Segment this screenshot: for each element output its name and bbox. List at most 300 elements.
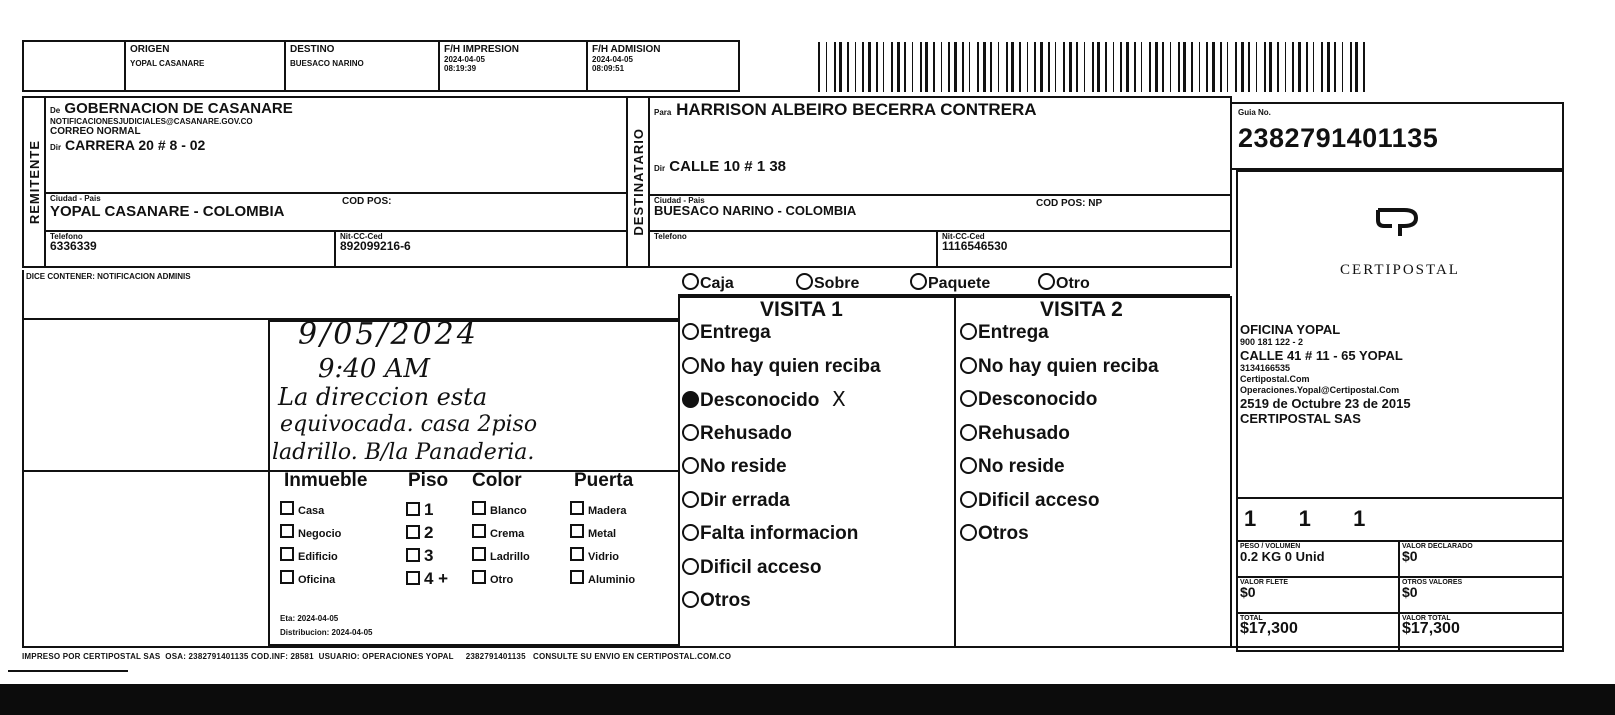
visita-option[interactable] [960, 517, 1230, 551]
checklist-option[interactable] [406, 544, 448, 567]
oficina-line: 3134166535 [1240, 363, 1291, 373]
form-bottom-border [22, 646, 1564, 648]
barcode-bar [1313, 42, 1314, 92]
admision-time: 08:09:51 [592, 64, 625, 73]
admision-cell [586, 40, 740, 92]
left-outer-line [22, 320, 24, 646]
impresion-date: 2024-04-05 [444, 55, 485, 64]
oficina-line: 900 181 122 - 2 [1240, 337, 1304, 347]
piso-list [406, 498, 448, 590]
certipostal-logo [1370, 200, 1430, 240]
barcode-bar [1220, 42, 1222, 92]
scan-edge-bar [0, 684, 1615, 715]
handwritten-x-mark: X [819, 387, 846, 411]
destinatario-block [626, 96, 1232, 268]
destinatario-address: CALLE 10 # 1 38 [669, 158, 787, 175]
visita-option-label: Dificil acceso [978, 489, 1100, 511]
checkbox-icon [570, 524, 584, 538]
visita-option-label: No hay quien reciba [700, 355, 881, 377]
flete-value: $0 [1240, 584, 1256, 600]
sobre-radio-icon [796, 273, 813, 290]
visita-option[interactable] [682, 551, 954, 585]
checklist-option-label: Casa [298, 505, 325, 517]
visita-option[interactable] [682, 316, 954, 350]
counters-divider [1236, 497, 1564, 499]
destino-label: DESTINO [290, 44, 335, 55]
total1-label: TOTAL [1240, 615, 1263, 622]
checkbox-icon [406, 502, 420, 516]
barcode-bar [1363, 42, 1365, 92]
remitente-tel-cell [50, 232, 97, 252]
destinatario-city-label: Ciudad - Pais [654, 196, 705, 205]
barcode-bar [1069, 42, 1072, 92]
radio-icon [960, 390, 977, 407]
cost-valor [1402, 542, 1473, 562]
barcode-bar [1355, 42, 1358, 92]
barcode-bar [839, 42, 842, 92]
checklist-option-label: 4 + [424, 569, 449, 588]
tipo-caja-label: Caja [700, 275, 734, 292]
barcode [818, 42, 1370, 92]
barcode-bar [868, 42, 871, 92]
destinatario-tel-label: Telefono [654, 232, 687, 241]
guia-label: Guia No. [1238, 108, 1271, 117]
checkbox-icon [570, 547, 584, 561]
destinatario-dir-prefix: Dir [654, 164, 666, 173]
barcode-bar [834, 42, 836, 92]
counters: 1 1 1 [1244, 506, 1372, 531]
barcode-bar [1155, 42, 1158, 92]
visita2-options [960, 316, 1230, 551]
barcode-bar [1342, 42, 1343, 92]
impresion-cell [438, 40, 588, 92]
destinatario-side-label: DESTINATARIO [630, 128, 646, 236]
visita-option[interactable] [682, 417, 954, 451]
barcode-bar [1019, 42, 1021, 92]
footer-stroke [8, 670, 128, 672]
barcode-bar [962, 42, 964, 92]
remitente-city-label: Ciudad - Pais [50, 194, 101, 203]
barcode-bar [1227, 42, 1228, 92]
remitente-tel-divider [334, 230, 336, 268]
barcode-bar [948, 42, 950, 92]
visita-option[interactable] [682, 484, 954, 518]
barcode-bar [1040, 42, 1043, 92]
visita-option-label: Desconocido [978, 389, 1098, 410]
remitente-top [50, 100, 620, 153]
checklist-option[interactable] [406, 498, 448, 521]
checklist-option-label: Negocio [298, 528, 342, 540]
admision-label: F/H ADMISION [592, 44, 661, 55]
oficina-line: 2519 de Octubre 23 de 2015 [1240, 396, 1411, 411]
destinatario-name-row [654, 100, 1037, 120]
visita-option-label: Entrega [700, 322, 771, 343]
oficina-line: OFICINA YOPAL [1240, 322, 1341, 337]
tipo-sobre-label: Sobre [814, 275, 860, 292]
barcode-bar [1206, 42, 1208, 92]
radio-icon [682, 424, 699, 441]
checklist-option[interactable] [570, 523, 635, 546]
barcode-bar [1327, 42, 1330, 92]
barcode-bar [1034, 42, 1036, 92]
barcode-bar [1321, 42, 1323, 92]
barcode-bar [1170, 42, 1171, 92]
checklist-option-label: Otro [490, 574, 514, 586]
barcode-bar [1092, 42, 1094, 92]
checklist-option-label: 2 [424, 523, 434, 542]
barcode-bar [1006, 42, 1008, 92]
hw-time: 9:40 AM [318, 354, 431, 384]
destinatario-address-row [654, 158, 786, 175]
radio-icon [682, 524, 699, 541]
barcode-bar [1055, 42, 1056, 92]
checkbox-icon [280, 547, 294, 561]
barcode-bar [1097, 42, 1100, 92]
checkbox-icon [472, 524, 486, 538]
barcode-bar [1084, 42, 1085, 92]
remitente-service: CORREO NORMAL [50, 126, 141, 137]
checklist-option[interactable] [406, 521, 448, 544]
radio-icon [682, 457, 699, 474]
radio-icon [960, 457, 977, 474]
radio-icon [960, 323, 977, 340]
checkbox-icon [472, 570, 486, 584]
barcode-bar [876, 42, 878, 92]
barcode-bar [1277, 42, 1279, 92]
guia-number: 2382791401135 [1238, 123, 1439, 153]
tipo-caja[interactable] [682, 273, 734, 293]
barcode-bar [920, 42, 922, 92]
remitente-de-prefix: De [50, 106, 61, 115]
remitente-side [24, 98, 46, 266]
radio-icon [960, 491, 977, 508]
cost-peso [1240, 542, 1325, 562]
paquete-radio-icon [910, 273, 927, 290]
barcode-bar [933, 42, 935, 92]
visita1-title: VISITA 1 [760, 298, 843, 321]
visita-option[interactable] [960, 417, 1230, 451]
barcode-bar [1292, 42, 1294, 92]
destinatario-city-cell [654, 196, 856, 216]
barcode-bar [925, 42, 928, 92]
checklist-option-label: Metal [588, 528, 617, 540]
destinatario-tel-row [650, 230, 1232, 232]
barcode-bar [983, 42, 986, 92]
barcode-bar [1141, 42, 1142, 92]
valor-label: VALOR DECLARADO [1402, 543, 1473, 550]
radio-icon [960, 424, 977, 441]
guia-cell [1230, 102, 1564, 170]
puerta-title: Puerta [574, 470, 634, 491]
radio-icon [682, 357, 699, 374]
cost-otros [1402, 578, 1462, 598]
visita-option-label: No reside [978, 456, 1065, 477]
barcode-bar [1269, 42, 1272, 92]
tipo-paquete-label: Paquete [928, 275, 991, 292]
origen-cell [124, 40, 286, 92]
visita-option-label: Dir errada [700, 489, 790, 511]
barcode-bar [1199, 42, 1200, 92]
visita-option-label: Otros [700, 590, 751, 611]
checklist-option-label: Ladrillo [490, 551, 530, 563]
barcode-bar [1063, 42, 1065, 92]
barcode-bar [1113, 42, 1114, 92]
visita-option-label: Desconocido [700, 390, 820, 411]
oficina-line: CERTIPOSTAL SAS [1240, 411, 1361, 426]
puerta-list [570, 500, 635, 592]
visita-option-label: Entrega [978, 322, 1049, 343]
checklist-option-label: Aluminio [588, 574, 636, 586]
barcode-bar [1134, 42, 1136, 92]
caja-radio-icon [682, 273, 699, 290]
destinatario-nit: 1116546530 [942, 239, 1008, 253]
visita1-options [682, 316, 954, 618]
checklist-option-label: Oficina [298, 574, 336, 586]
otros-label: OTROS VALORES [1402, 579, 1463, 586]
oficina-line: CALLE 41 # 11 - 65 YOPAL [1240, 348, 1403, 363]
barcode-bar [862, 42, 864, 92]
checklist-option[interactable] [280, 523, 341, 546]
remitente-nit-cell [340, 232, 411, 252]
barcode-bar [1191, 42, 1193, 92]
destinatario-side [628, 98, 650, 266]
hw-date: 9/05/2024 [298, 317, 479, 352]
checkbox-icon [570, 501, 584, 515]
visita-option[interactable] [960, 383, 1230, 417]
radio-icon [960, 524, 977, 541]
checkbox-icon [406, 525, 420, 539]
checklist-option-label: Madera [588, 505, 627, 517]
visita-option[interactable] [682, 383, 954, 417]
visita-option[interactable] [682, 517, 954, 551]
impresion-time: 08:19:39 [444, 64, 477, 73]
visita-option-label: Rehusado [700, 422, 792, 444]
destinatario-city: BUESACO NARINO - COLOMBIA [654, 203, 857, 218]
tipo-otro[interactable] [1038, 273, 1090, 293]
radio-icon [682, 491, 699, 508]
remitente-side-label: REMITENTE [26, 139, 42, 225]
dice-contener: DICE CONTENER: NOTIFICACION ADMINIS [26, 272, 191, 281]
remitente-email: NOTIFICACIONESJUDICIALES@CASANARE.GOV.CO [50, 117, 253, 126]
barcode-bar [1076, 42, 1078, 92]
barcode-bar [883, 42, 884, 92]
remitente-nit-label: Nit-CC-Ced [340, 232, 383, 241]
cost-col-divider [1398, 540, 1400, 652]
barcode-bar [1178, 42, 1180, 92]
cost-total2 [1402, 614, 1460, 637]
radio-icon [960, 357, 977, 374]
visita-option[interactable] [960, 316, 1230, 350]
visita-option[interactable] [960, 484, 1230, 518]
remitente-nit: 892099216-6 [340, 239, 411, 253]
barcode-bar [990, 42, 992, 92]
barcode-bar [855, 42, 856, 92]
checklist-option-label: Edificio [298, 551, 338, 563]
total1-value: $17,300 [1240, 620, 1298, 637]
remitente-tel: 6336339 [50, 239, 97, 253]
destino-cell [284, 40, 440, 92]
inmueble-title: Inmueble [284, 470, 368, 491]
barcode-bar [998, 42, 999, 92]
checkbox-icon [406, 548, 420, 562]
checklist-option[interactable] [280, 569, 341, 592]
barcode-bar [1235, 42, 1237, 92]
hw-line5: ladrillo. B/la Panaderia. [272, 440, 535, 465]
impresion-label: F/H IMPRESION [444, 44, 520, 55]
radio-checked-icon [682, 391, 699, 408]
barcode-bar [1350, 42, 1352, 92]
origen-value: YOPAL CASANARE [130, 59, 205, 68]
barcode-bar [1306, 42, 1308, 92]
otro-radio-icon [1038, 273, 1055, 290]
barcode-bar [847, 42, 849, 92]
checkbox-icon [280, 570, 294, 584]
checkbox-icon [406, 571, 420, 585]
inmueble-list [280, 500, 341, 592]
tipo-otro-label: Otro [1056, 275, 1090, 292]
barcode-bar [1334, 42, 1336, 92]
certipostal-wordmark: CERTIPOSTAL [1340, 262, 1460, 278]
remitente-tel-row [46, 230, 628, 232]
visita-option-label: No reside [700, 456, 787, 477]
checklist-option[interactable] [406, 567, 448, 590]
header-empty-cell [22, 40, 126, 92]
visita-option[interactable] [960, 450, 1230, 484]
barcode-bar [1162, 42, 1164, 92]
remitente-city-cell [50, 194, 330, 220]
color-list [472, 500, 530, 592]
remitente-city: YOPAL CASANARE - COLOMBIA [50, 203, 285, 220]
barcode-bar [1126, 42, 1129, 92]
hw-line4: equivocada. casa 2piso [280, 412, 538, 437]
visita-option-label: Dificil acceso [700, 556, 822, 578]
barcode-bar [1241, 42, 1244, 92]
peso-value: 0.2 KG 0 Unid [1240, 549, 1325, 564]
checkbox-icon [280, 501, 294, 515]
visita2-title: VISITA 2 [1040, 298, 1123, 321]
checklist-option[interactable] [570, 500, 635, 523]
barcode-bar [1105, 42, 1107, 92]
peso-label: PESO / VOLUMEN [1240, 543, 1301, 550]
left-empty-divider [22, 470, 270, 472]
piso-title: Piso [408, 470, 449, 491]
checkbox-icon [472, 547, 486, 561]
hw-line3: La direccion esta [278, 383, 488, 411]
remitente-name: GOBERNACION DE CASANARE [64, 100, 293, 117]
color-title: Color [472, 470, 522, 491]
radio-icon [682, 558, 699, 575]
barcode-bar [912, 42, 913, 92]
remitente-address: CARRERA 20 # 8 - 02 [65, 137, 206, 153]
checklist-option-label: Crema [490, 528, 525, 540]
destinatario-name: HARRISON ALBEIRO BECERRA CONTRERA [676, 100, 1037, 119]
cost-flete [1240, 578, 1288, 598]
total2-label: VALOR TOTAL [1402, 615, 1451, 622]
barcode-bar [1256, 42, 1257, 92]
checklist-option-label: Blanco [490, 505, 527, 517]
remitente-dir-prefix: Dir [50, 143, 62, 152]
barcode-bar [1264, 42, 1266, 92]
oficina-line: Operaciones.Yopal@Certipostal.Com [1240, 385, 1400, 395]
barcode-bar [1183, 42, 1186, 92]
barcode-bar [891, 42, 893, 92]
barcode-bar [1248, 42, 1250, 92]
visita-option[interactable] [682, 584, 954, 618]
radio-icon [682, 323, 699, 340]
checkbox-icon [472, 501, 486, 515]
admision-date: 2024-04-05 [592, 55, 633, 64]
destinatario-nit-cell [942, 232, 1007, 252]
visita-option-label: No hay quien reciba [978, 355, 1159, 377]
destinatario-tel-divider [936, 230, 938, 268]
barcode-bar [818, 42, 820, 92]
barcode-bar [904, 42, 906, 92]
remitente-tel-label: Telefono [50, 232, 83, 241]
destinatario-nit-label: Nit-CC-Ced [942, 232, 985, 241]
checklist-option[interactable] [570, 569, 635, 592]
barcode-bar [1285, 42, 1286, 92]
barcode-bar [1298, 42, 1301, 92]
eta-date: Eta: 2024-04-05 [280, 614, 339, 623]
destinatario-codpos: COD POS: NP [1036, 198, 1103, 209]
visita-option[interactable] [682, 450, 954, 484]
tipo-sobre[interactable] [796, 273, 859, 293]
checklist-option[interactable] [570, 546, 635, 569]
footer-line: IMPRESO POR CERTIPOSTAL SAS OSA: 2382791401135 COD.INF: 28581 USUARIO: OPERACIONES YOPAL 2382791401135 CONSULTE SU ENVIO EN CERTIPOSTAL.COM.CO [22, 652, 732, 661]
cost-total1 [1240, 614, 1298, 637]
checklist-option-label: 1 [424, 500, 434, 519]
checklist-option-label: 3 [424, 546, 434, 565]
checklist-option[interactable] [472, 546, 530, 569]
barcode-bar [977, 42, 979, 92]
barcode-bar [1027, 42, 1028, 92]
barcode-bar [1011, 42, 1014, 92]
barcode-bar [1149, 42, 1151, 92]
barcode-bar [941, 42, 942, 92]
destino-value: BUESACO NARINO [290, 59, 364, 68]
visita-option[interactable] [960, 350, 1230, 384]
tipo-paquete[interactable] [910, 273, 990, 293]
checkbox-icon [280, 524, 294, 538]
flete-label: VALOR FLETE [1240, 579, 1289, 586]
checklist-option[interactable] [280, 546, 341, 569]
barcode-bar [954, 42, 957, 92]
checkbox-icon [570, 570, 584, 584]
barcode-bar [826, 42, 827, 92]
checklist-option-label: Vidrio [588, 551, 619, 563]
oficina-info [1240, 322, 1560, 426]
visita-option-label: Otros [978, 523, 1029, 544]
checklist-option[interactable] [280, 500, 341, 523]
barcode-bar [897, 42, 900, 92]
checklist-option[interactable] [472, 500, 530, 523]
checklist-option[interactable] [472, 523, 530, 546]
remitente-codpos: COD POS: [342, 196, 392, 207]
certipostal-logo-icon [1370, 200, 1430, 240]
barcode-bar [1120, 42, 1122, 92]
visita-option-label: Falta informacion [700, 523, 859, 544]
otros-value: $0 [1402, 584, 1418, 600]
origen-label: ORIGEN [130, 44, 170, 55]
visita-option-label: Rehusado [978, 422, 1070, 444]
valor-value: $0 [1402, 548, 1418, 564]
visita-option[interactable] [682, 350, 954, 384]
distribucion-date: Distribucion: 2024-04-05 [280, 628, 373, 637]
checklist-option[interactable] [472, 569, 530, 592]
barcode-bar [1212, 42, 1215, 92]
barcode-bar [1048, 42, 1050, 92]
total2-value: $17,300 [1402, 620, 1460, 637]
